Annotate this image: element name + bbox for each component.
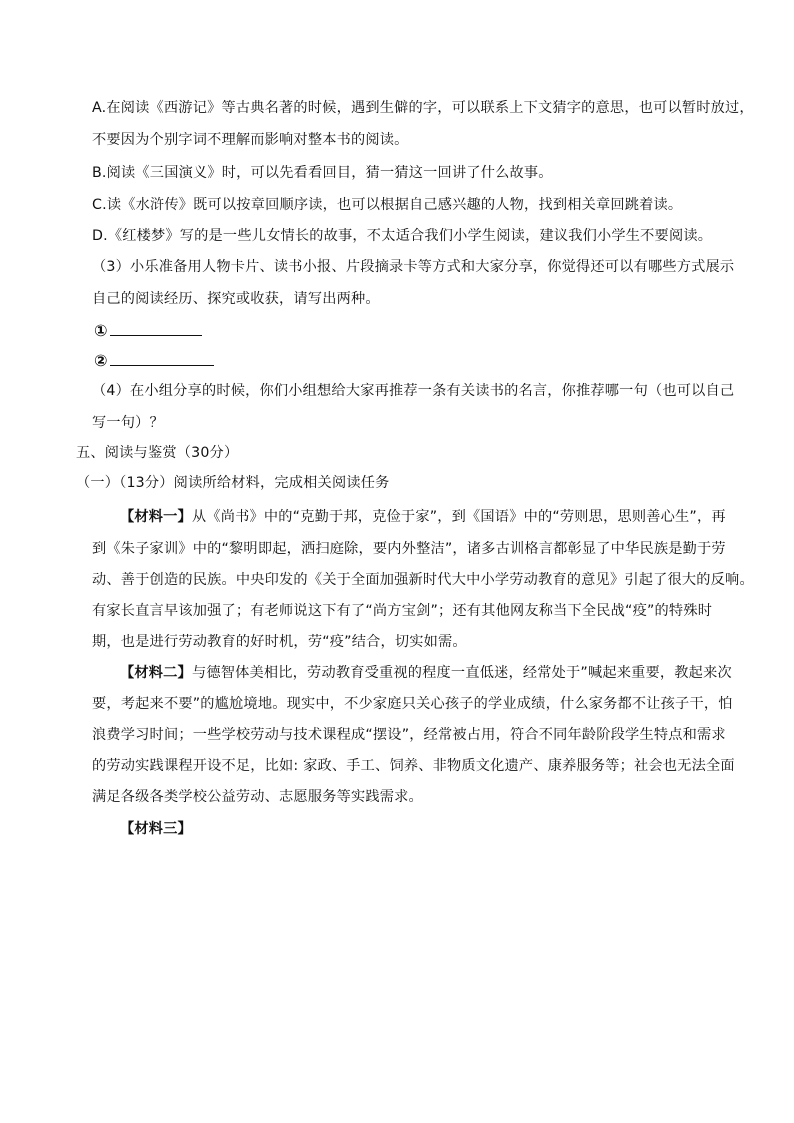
material-2-line2: 要，考起来不要”的尴尬境地。现实中，不少家庭只关心孩子的学业成绩，什么家务都不让孩子干，怕 <box>92 696 733 712</box>
material-2-text-start: 与德智体美相比，劳动教育受重视的程度一直低迷，经常处于”喊起来重要，教起来次 <box>191 665 732 681</box>
question-4-line2: 写一句）？ <box>92 415 164 431</box>
blank-2-marker: ② <box>94 351 108 370</box>
question-3-line2: 自己的阅读经历、探究或收获，请写出两种。 <box>92 291 380 307</box>
material-1-line1 <box>120 507 726 527</box>
material-2-line5: 满足各级各类学校公益劳动、志愿服务等实践需求。 <box>92 789 423 805</box>
option-a-line1: A.在阅读《西游记》等古典名著的时候，遇到生僻的字，可以联系上下文猜字的意思，也可以暂时放过， <box>92 100 754 116</box>
option-b: B.阅读《三国演义》时，可以先看看回目，猜一猜这一回讲了什么故事。 <box>92 165 553 181</box>
material-2-line4: 的劳动实践课程开设不足，比如: 家政、手工、饲养、非物质文化遗产、康养服务等；社会也无法全面 <box>92 758 735 774</box>
section-5-part-1: （一）（13分）阅读所给材料，完成相关阅读任务 <box>76 475 390 491</box>
material-2-label: 【材料二】 <box>120 665 192 681</box>
answer-blank-2[interactable] <box>94 349 214 372</box>
material-2-line1 <box>120 663 732 683</box>
blank-1-marker: ① <box>94 321 108 340</box>
material-1-line3: 动、善于创造的民族。中央印发的《关于全面加强新时代大中小学劳动教育的意见》引起了很大的反响。 <box>92 572 754 588</box>
material-2-line3: 浪费学习时间；一些学校劳动与技术课程成“摆设”，经常被占用，符合不同年龄阶段学生特点和需求 <box>92 727 726 743</box>
material-1-line4: 有家长直言早该加强了；有老师说这下有了“尚方宝剑”；还有其他网友称当下全民战“疫”的特殊时 <box>92 603 713 619</box>
material-1-line2: 到《朱子家训》中的“黎明即起，洒扫庭除，要内外整洁”，诸多古训格言都彰显了中华民族是勤于劳 <box>92 541 726 557</box>
question-4-line1: （4）在小组分享的时候，你们小组想给大家再推荐一条有关读书的名言，你推荐哪一句（也可以自己 <box>92 383 735 399</box>
option-c: C.读《水浒传》既可以按章回顺序读，也可以根据自己感兴趣的人物，找到相关章回跳着读。 <box>92 197 683 213</box>
answer-blank-1[interactable] <box>94 319 202 342</box>
section-5-heading: 五、阅读与鉴赏（30分） <box>76 445 239 461</box>
blank-2-underline[interactable] <box>110 349 214 366</box>
material-1-line5: 期，也是进行劳动教育的好时机，劳“疫”结合，切实如需。 <box>92 634 467 650</box>
material-1-text-start: 从《尚书》中的“克勤于邦，克俭于家”，到《国语》中的“劳则思，思则善心生”，再 <box>191 509 726 525</box>
blank-1-underline[interactable] <box>110 319 202 336</box>
material-1-label: 【材料一】 <box>120 509 192 525</box>
question-3-line1: （3）小乐准备用人物卡片、读书小报、片段摘录卡等方式和大家分享，你觉得还可以有哪些方式展示 <box>92 259 735 275</box>
option-d: D.《红楼梦》写的是一些儿女情长的故事，不太适合我们小学生阅读，建议我们小学生不要阅读。 <box>92 228 713 244</box>
option-a-line2: 不要因为个别字词不理解而影响对整本书的阅读。 <box>92 132 409 148</box>
material-3-label: 【材料三】 <box>120 821 192 837</box>
